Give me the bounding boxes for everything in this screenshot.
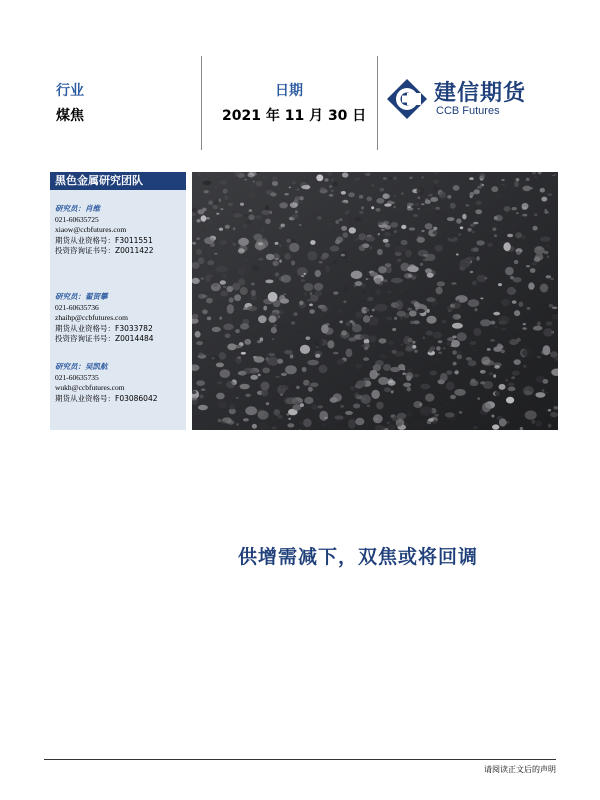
researcher-email[interactable]: wukh@ccbfutures.com <box>55 383 125 392</box>
researcher-phone: 021-60635736 <box>55 302 99 312</box>
researcher-email[interactable]: zhaihp@ccbfutures.com <box>55 313 128 322</box>
researcher-role: 研究员：翟贺攀 <box>55 292 108 301</box>
logo-name-cn: 建信期货 <box>434 81 527 106</box>
team-title: 黑色金属研究团队 <box>50 172 186 190</box>
researcher-consult: 投资咨询证书号：Z0011422 <box>55 246 154 255</box>
researcher-role: 研究员：吴凯航 <box>55 362 108 371</box>
ccb-futures-logo-icon <box>386 78 428 120</box>
date-value: 2021 年 11 月 30 日 <box>222 108 367 124</box>
header-divider-left <box>201 56 202 150</box>
report-headline: 供增需减下，双焦或将回调 <box>238 546 479 568</box>
researcher-phone: 021-60635735 <box>55 372 99 382</box>
header-divider-right <box>377 56 378 150</box>
date-label: 日期 <box>275 83 303 99</box>
researcher-email[interactable]: xiaow@ccbfutures.com <box>55 225 127 234</box>
logo-name-en: CCB Futures <box>436 105 500 117</box>
researcher-role: 研究员：肖维 <box>55 204 100 213</box>
coal-photo <box>192 172 558 430</box>
coal-texture-image <box>192 172 558 430</box>
researcher-license: 期货从业资格号：F3011551 <box>55 235 153 245</box>
researcher-license: 期货从业资格号：F3033782 <box>55 323 153 333</box>
company-logo <box>386 76 556 124</box>
researcher-card <box>55 362 158 404</box>
footer-divider <box>44 759 556 760</box>
footer-disclaimer: 请阅读正文后的声明 <box>484 765 556 774</box>
industry-value: 煤焦 <box>56 108 84 124</box>
researcher-card <box>55 292 154 345</box>
research-team-panel <box>50 172 186 430</box>
researcher-phone: 021-60635725 <box>55 214 99 224</box>
researcher-card <box>55 204 154 257</box>
researcher-license: 期货从业资格号：F03086042 <box>55 393 158 403</box>
industry-label: 行业 <box>56 83 84 99</box>
researcher-consult: 投资咨询证书号：Z0014484 <box>55 334 154 343</box>
